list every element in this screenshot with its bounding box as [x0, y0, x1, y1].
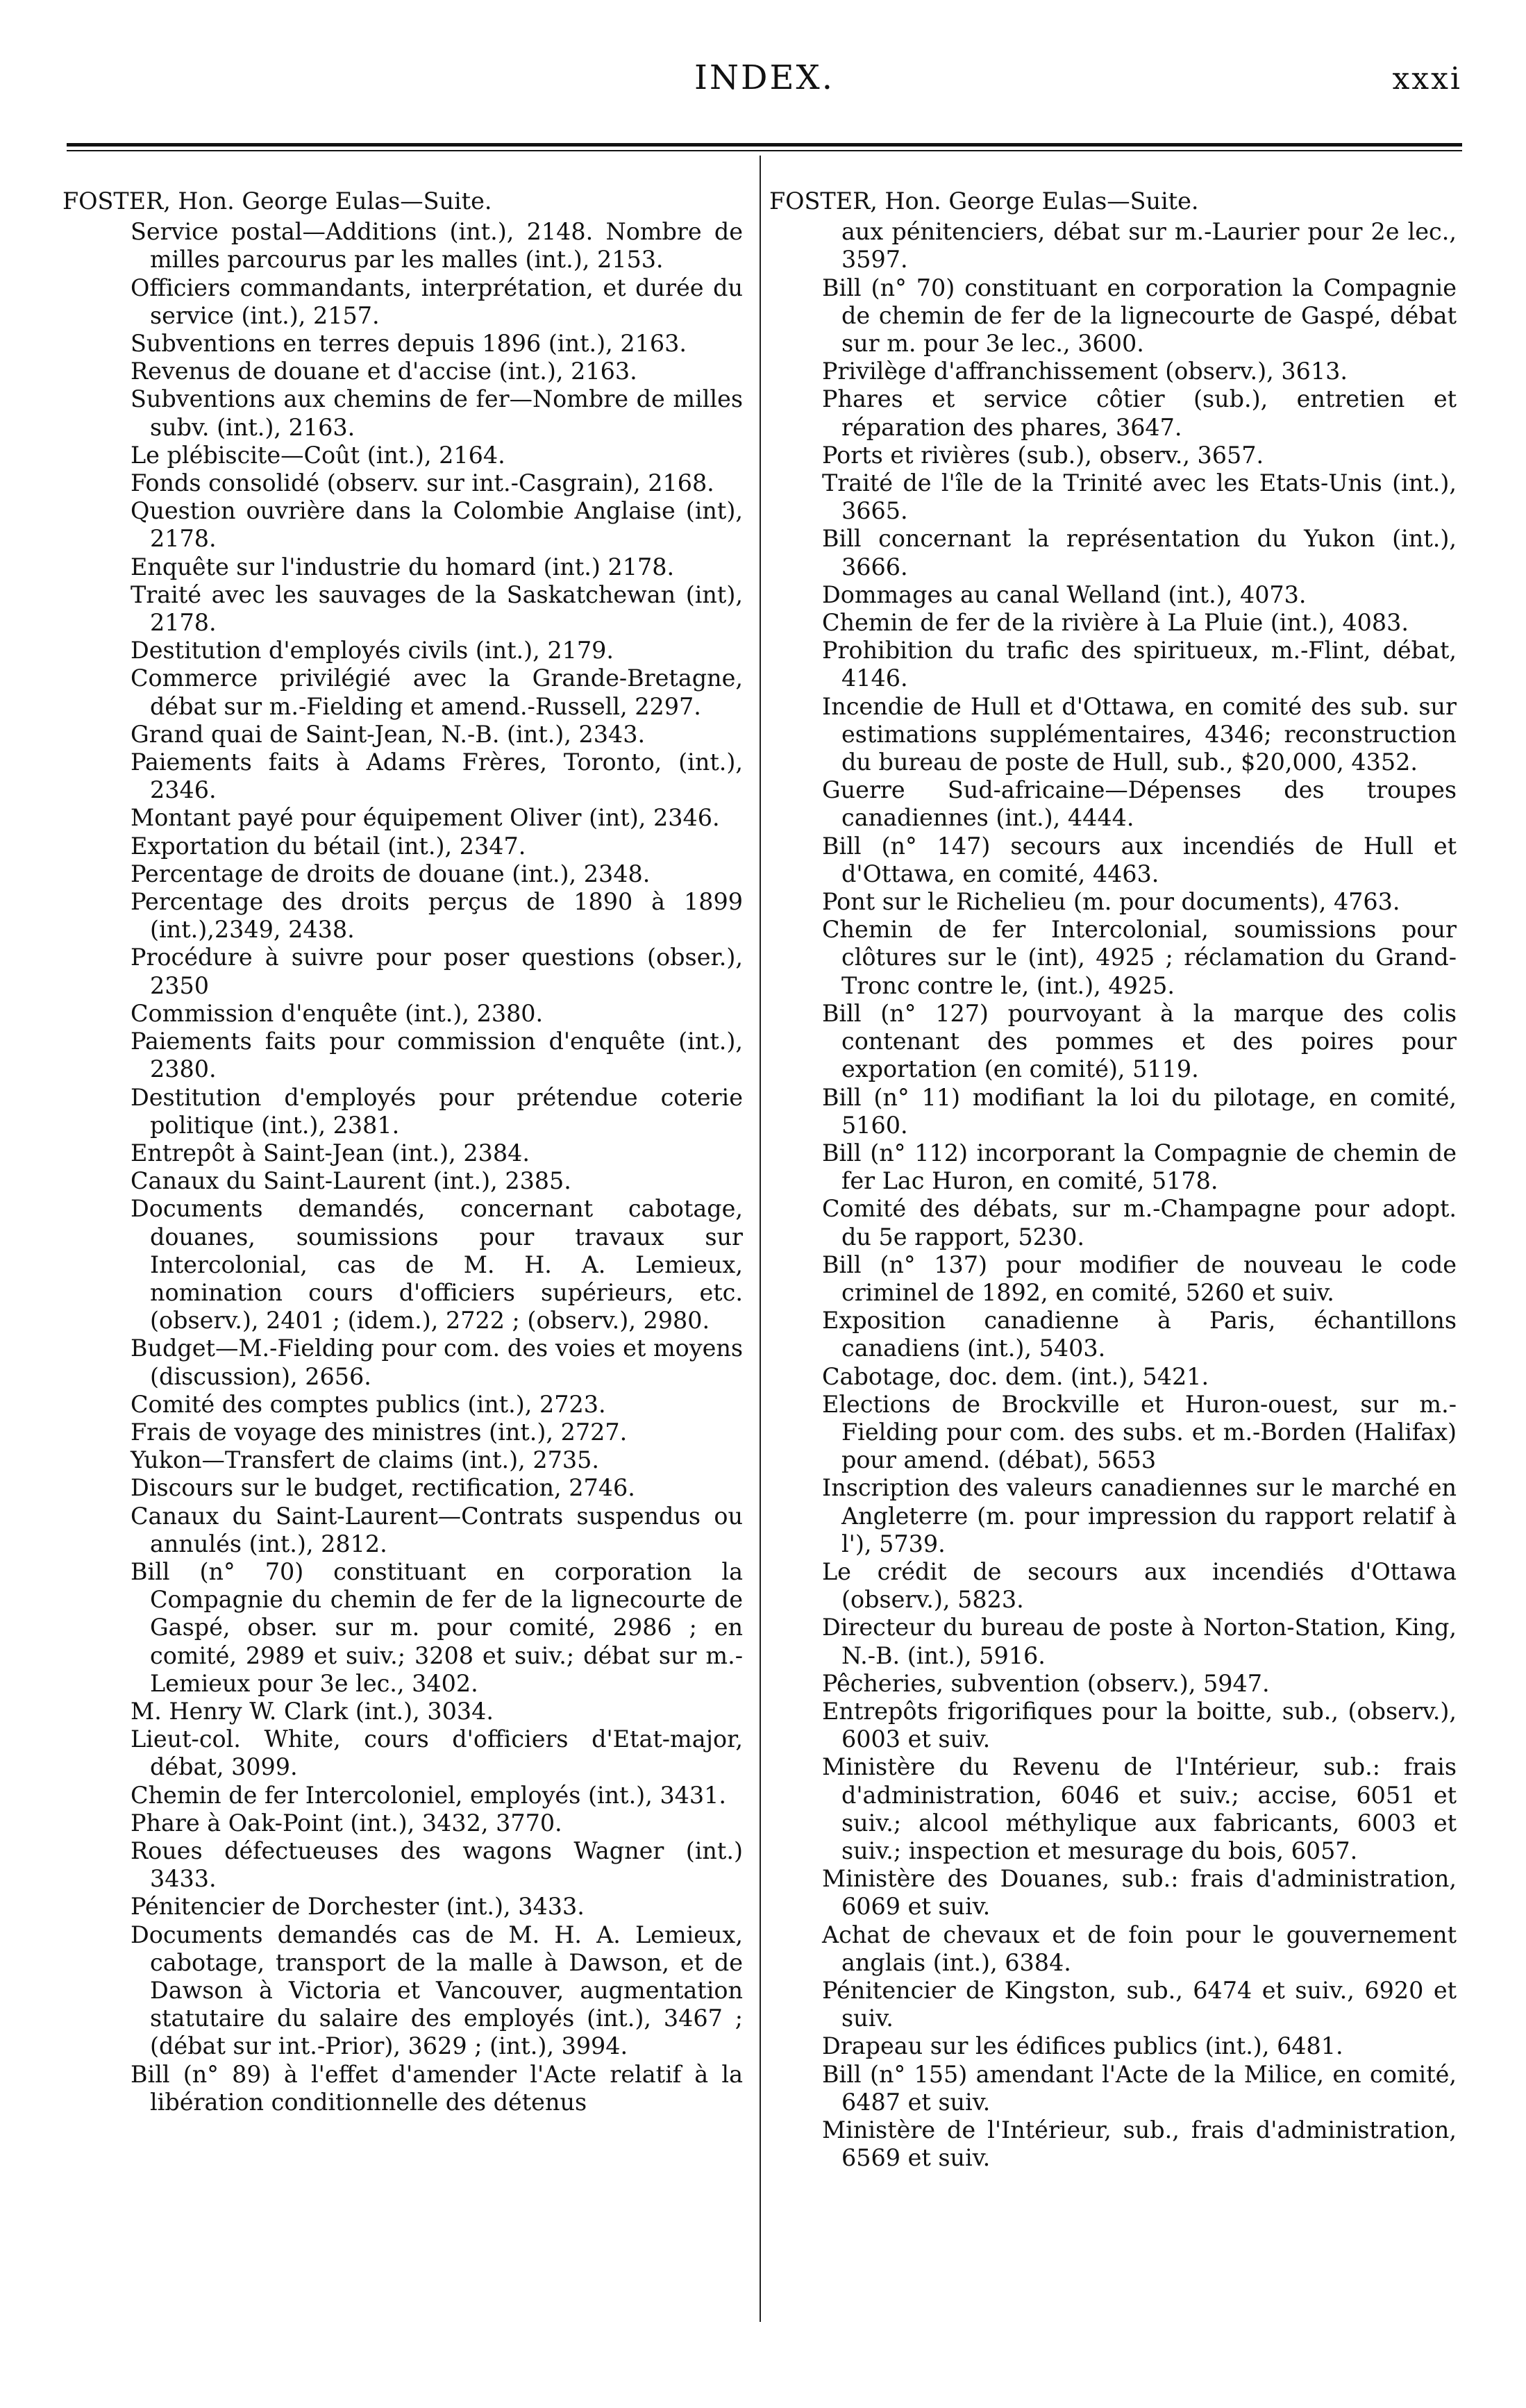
index-entry: Pont sur le Richelieu (m. pour documents), 4763.: [822, 888, 1400, 916]
index-entry: Exportation du bétail (int.), 2347.: [131, 832, 526, 860]
index-entry: Question ouvrière dans la Colombie Anglaise (int), 2178.: [131, 497, 743, 553]
index-entry: Lieut-col. White, cours d'officiers d'Etat-major, débat, 3099.: [131, 1725, 743, 1781]
left-column: [62, 187, 743, 2116]
index-entry: Bill (n° 127) pourvoyant à la marque des colis contenant des pommes et des poires pour exportation (en comité), 5119.: [822, 999, 1457, 1083]
index-entry: Bill (n° 155) amendant l'Acte de la Milice, en comité, 6487 et suiv.: [822, 2060, 1457, 2116]
index-entry: Chemin de fer Intercolonial, soumissions pour clôtures sur le (int), 4925 ; réclamation du Grand-Tronc contre le, (int.), 4925.: [822, 916, 1457, 999]
index-entry: Entrepôts frigorifiques pour la boitte, sub., (observ.), 6003 et suiv.: [822, 1697, 1457, 1753]
index-entry: Directeur du bureau de poste à Norton-Station, King, N.-B. (int.), 5916.: [822, 1614, 1457, 1669]
index-entry: Entrepôt à Saint-Jean (int.), 2384.: [131, 1139, 530, 1167]
index-entry: Comité des débats, sur m.-Champagne pour adopt. du 5e rapport, 5230.: [822, 1195, 1457, 1251]
index-entry-continuation: aux pénitenciers, débat sur m.-Laurier pour 2e lec., 3597.: [841, 218, 1457, 274]
right-column-heading: FOSTER, Hon. George Eulas—Suite.: [769, 187, 1199, 215]
index-entry: Traité de l'île de la Trinité avec les Etats-Unis (int.), 3665.: [822, 469, 1457, 525]
index-entry: Elections de Brockville et Huron-ouest, sur m.-Fielding pour com. des subs. et m.-Borden (Halifax) pour amend. (débat), 5653: [822, 1390, 1457, 1474]
index-entry: Comité des comptes publics (int.), 2723.: [131, 1390, 606, 1418]
index-entry: Chemin de fer de la rivière à La Pluie (int.), 4083.: [822, 609, 1409, 637]
index-entry: Documents demandés cas de M. H. A. Lemieux, cabotage, transport de la malle à Dawson, et de Dawson à Victoria et Vancouver, augmentation statutaire du salaire des employés (int.), 3467 ; (débat sur int.-Prior), 3629 ; (int.), 3994.: [131, 1921, 743, 2060]
index-entry: Chemin de fer Intercoloniel, employés (int.), 3431.: [131, 1781, 727, 1809]
index-entry: Phare à Oak-Point (int.), 3432, 3770.: [131, 1809, 562, 1837]
index-entry: Destitution d'employés civils (int.), 2179.: [131, 637, 614, 664]
index-entry: Phares et service côtier (sub.), entretien et réparation des phares, 3647.: [822, 385, 1457, 441]
index-entry: Documents demandés, concernant cabotage, douanes, soumissions pour travaux sur Intercolonial, cas de M. H. A. Lemieux, nomination cours d'officiers supérieurs, etc. (observ.), 2401 ; (idem.), 2722 ; (observ.), 2980.: [131, 1195, 743, 1335]
index-entry: Pénitencier de Kingston, sub., 6474 et suiv., 6920 et suiv.: [822, 1977, 1457, 2032]
index-entry: Bill (n° 11) modifiant la loi du pilotage, en comité, 5160.: [822, 1083, 1457, 1139]
index-entry: Revenus de douane et d'accise (int.), 2163.: [131, 358, 637, 385]
index-entry: Ministère de l'Intérieur, sub., frais d'administration, 6569 et suiv.: [822, 2116, 1457, 2172]
index-entry: Paiements faits pour commission d'enquête (int.), 2380.: [131, 1028, 743, 1083]
index-entry: Commerce privilégié avec la Grande-Bretagne, débat sur m.-Fielding et amend.-Russell, 2297.: [131, 664, 743, 720]
index-entry: Canaux du Saint-Laurent—Contrats suspendus ou annulés (int.), 2812.: [131, 1502, 743, 1557]
page-header: [67, 40, 1462, 117]
index-entry: Montant payé pour équipement Oliver (int), 2346.: [131, 804, 720, 832]
header-rule-thin: [67, 150, 1462, 151]
index-entry: Privilège d'affranchissement (observ.), 3613.: [822, 358, 1348, 385]
index-entry: Destitution d'employés pour prétendue coterie politique (int.), 2381.: [131, 1083, 743, 1139]
index-entry: Roues défectueuses des wagons Wagner (int.) 3433.: [131, 1837, 743, 1893]
index-entry: Subventions aux chemins de fer—Nombre de milles subv. (int.), 2163.: [131, 385, 743, 441]
index-entry: Ministère du Revenu de l'Intérieur, sub.: frais d'administration, 6046 et suiv.; accise, 6051 et suiv.; alcool méthylique aux fabricants, 6003 et suiv.; inspection et mesurage du bois, 6057.: [822, 1753, 1457, 1864]
index-entry: Bill concernant la représentation du Yukon (int.), 3666.: [822, 525, 1457, 580]
index-entry: Commission d'enquête (int.), 2380.: [131, 999, 544, 1027]
index-entry: Achat de chevaux et de foin pour le gouvernement anglais (int.), 6384.: [822, 1921, 1457, 1976]
index-entry: Guerre Sud-africaine—Dépenses des troupes canadiennes (int.), 4444.: [822, 776, 1457, 832]
index-entry: Yukon—Transfert de claims (int.), 2735.: [131, 1446, 599, 1474]
index-entry: Officiers commandants, interprétation, et durée du service (int.), 2157.: [131, 274, 743, 329]
index-entry: Drapeau sur les édifices publics (int.), 6481.: [822, 2032, 1343, 2060]
index-entry: Exposition canadienne à Paris, échantillons canadiens (int.), 5403.: [822, 1307, 1457, 1362]
index-entry: Grand quai de Saint-Jean, N.-B. (int.), 2343.: [131, 720, 646, 748]
index-entry: Canaux du Saint-Laurent (int.), 2385.: [131, 1167, 571, 1195]
header-rule-thick: [67, 143, 1462, 147]
index-entry: Percentage des droits perçus de 1890 à 1899 (int.),2349, 2438.: [131, 888, 743, 944]
page-number: xxxi: [1392, 61, 1462, 97]
index-entry: Bill (n° 112) incorporant la Compagnie de chemin de fer Lac Huron, en comité, 5178.: [822, 1139, 1457, 1195]
index-entry: Le crédit de secours aux incendiés d'Ottawa (observ.), 5823.: [822, 1557, 1457, 1614]
index-entry: Fonds consolidé (observ. sur int.-Casgrain), 2168.: [131, 469, 714, 497]
index-entry: Dommages au canal Welland (int.), 4073.: [822, 580, 1307, 608]
index-entry: Pêcheries, subvention (observ.), 5947.: [822, 1669, 1270, 1697]
index-entry: Procédure à suivre pour poser questions (obser.), 2350: [131, 944, 743, 999]
index-entry: Percentage de droits de douane (int.), 2348.: [131, 860, 651, 887]
left-entry-list: [62, 218, 743, 2116]
left-column-heading: FOSTER, Hon. George Eulas—Suite.: [62, 187, 492, 215]
index-entry: Enquête sur l'industrie du homard (int.) 2178.: [131, 553, 675, 580]
column-divider: [760, 156, 761, 2322]
right-column: [769, 187, 1457, 2172]
index-entry: Budget—M.-Fielding pour com. des voies et moyens (discussion), 2656.: [131, 1335, 743, 1390]
index-entry: Traité avec les sauvages de la Saskatchewan (int), 2178.: [131, 580, 743, 637]
index-entry: Service postal—Additions (int.), 2148. Nombre de milles parcourus par les malles (int.), 2153.: [131, 218, 743, 274]
index-entry: Le plébiscite—Coût (int.), 2164.: [131, 441, 505, 469]
right-entry-list: [769, 218, 1457, 2172]
index-entry: M. Henry W. Clark (int.), 3034.: [131, 1697, 494, 1725]
index-entry: Subventions en terres depuis 1896 (int.), 2163.: [131, 330, 687, 358]
index-entry: Bill (n° 70) constituant en corporation la Compagnie du chemin de fer de la lignecourte de Gaspé, obser. sur m. pour comité, 2986 ; en comité, 2989 et suiv.; 3208 et suiv.; débat sur m.-Lemieux pour 3e lec., 3402.: [131, 1557, 743, 1697]
index-entry: Bill (n° 70) constituant en corporation la Compagnie de chemin de fer de la lignecourte de Gaspé, débat sur m. pour 3e lec., 3600.: [822, 274, 1457, 358]
index-entry: Ministère des Douanes, sub.: frais d'administration, 6069 et suiv.: [822, 1865, 1457, 1921]
index-entry: Cabotage, doc. dem. (int.), 5421.: [822, 1362, 1209, 1390]
index-entry: Inscription des valeurs canadiennes sur le marché en Angleterre (m. pour impression du rapport relatif à l'), 5739.: [822, 1474, 1457, 1557]
index-entry: Paiements faits à Adams Frères, Toronto, (int.), 2346.: [131, 749, 743, 804]
index-entry: Bill (n° 147) secours aux incendiés de Hull et d'Ottawa, en comité, 4463.: [822, 832, 1457, 887]
index-entry: Incendie de Hull et d'Ottawa, en comité des sub. sur estimations supplémentaires, 4346; reconstruction du bureau de poste de Hull, sub., $20,000, 4352.: [822, 692, 1457, 776]
index-entry: Bill (n° 137) pour modifier de nouveau le code criminel de 1892, en comité, 5260 et suiv.: [822, 1251, 1457, 1306]
index-entry: Discours sur le budget, rectification, 2746.: [131, 1474, 635, 1502]
index-entry: Bill (n° 89) à l'effet d'amender l'Acte relatif à la libération conditionnelle des détenus: [131, 2060, 743, 2116]
page-title: INDEX.: [694, 58, 835, 97]
index-entry: Ports et rivières (sub.), observ., 3657.: [822, 441, 1264, 469]
index-entry: Pénitencier de Dorchester (int.), 3433.: [131, 1893, 585, 1921]
index-entry: Frais de voyage des ministres (int.), 2727.: [131, 1418, 628, 1446]
index-entry: Prohibition du trafic des spiritueux, m.-Flint, débat, 4146.: [822, 637, 1457, 692]
